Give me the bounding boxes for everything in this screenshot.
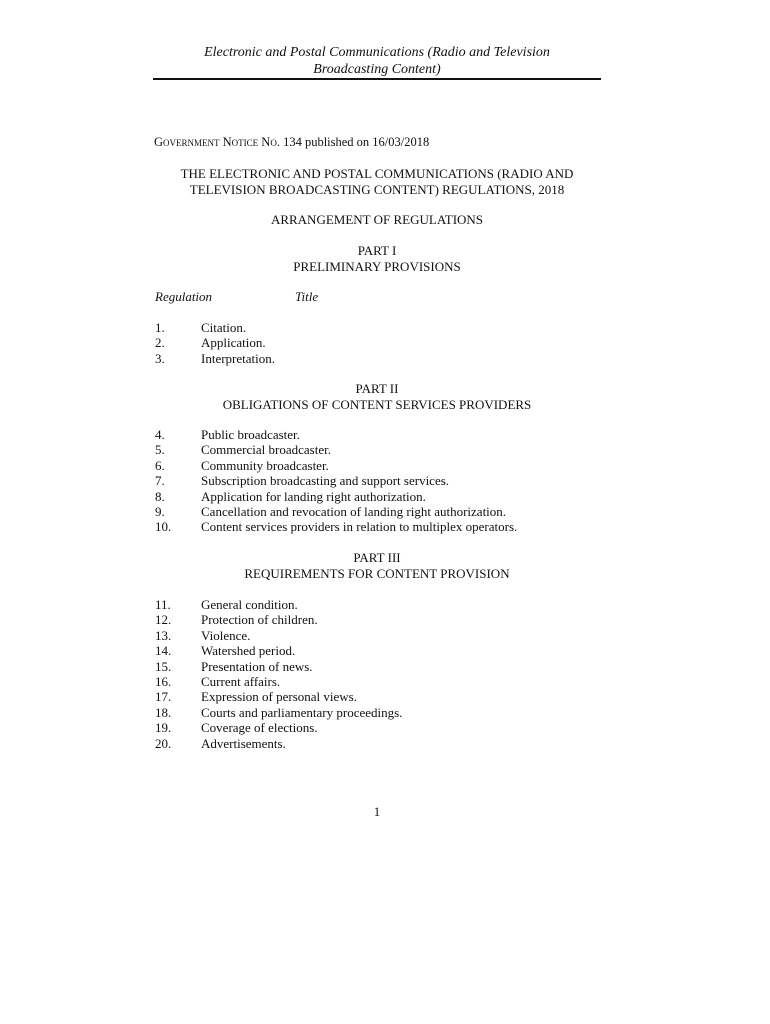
part-3-regulation-list: [155, 597, 595, 751]
arrangement-heading: ARRANGEMENT OF REGULATIONS: [270, 212, 484, 227]
running-header-line-2: Broadcasting Content): [313, 62, 441, 77]
document-title-line-2: TELEVISION BROADCASTING CONTENT) REGULATIONS, 2018: [189, 181, 565, 197]
regulation-title: Expression of personal views.: [201, 689, 357, 705]
regulation-number: 6.: [155, 457, 165, 473]
regulation-number: 10.: [155, 519, 172, 535]
part-2-label: PART II: [355, 381, 399, 396]
regulation-number: 3.: [155, 350, 165, 366]
regulation-entry: [155, 442, 595, 457]
part-2-heading-block: [153, 381, 601, 412]
regulation-entry: [155, 612, 595, 627]
regulation-title: Coverage of elections.: [201, 720, 318, 736]
regulation-number: 8.: [155, 488, 165, 504]
regulation-entry: [155, 519, 595, 534]
regulation-number: 1.: [155, 320, 165, 335]
regulation-title: Application for landing right authorization.: [201, 488, 426, 504]
regulation-entry: [155, 335, 595, 350]
regulation-entry: [155, 351, 595, 366]
document-title-line-1: THE ELECTRONIC AND POSTAL COMMUNICATIONS (RADIO AND: [180, 166, 574, 181]
regulation-number: 14.: [155, 643, 172, 659]
running-header-line-1: Electronic and Postal Communications (Radio and Television: [204, 45, 550, 60]
running-header: [153, 44, 601, 78]
regulation-entry: [155, 705, 595, 720]
regulation-number: 16.: [155, 674, 172, 690]
regulation-number: 15.: [155, 658, 172, 674]
regulation-title: Current affairs.: [201, 674, 281, 690]
regulation-title: Advertisements.: [201, 735, 286, 751]
regulation-entry: [155, 458, 595, 473]
regulation-entry: [155, 689, 595, 704]
page-number: 1: [373, 804, 381, 819]
regulation-title: Cancellation and revocation of landing right authorization.: [201, 504, 507, 520]
regulation-number: 5.: [155, 442, 165, 458]
regulation-entry: [155, 643, 595, 658]
regulation-entry: [155, 720, 595, 735]
part-1-heading: PRELIMINARY PROVISIONS: [293, 258, 461, 274]
regulation-title: General condition.: [201, 597, 298, 612]
regulation-entry: [155, 320, 595, 335]
regulation-number: 18.: [155, 704, 172, 720]
government-notice: [154, 135, 429, 150]
part-2-heading: OBLIGATIONS OF CONTENT SERVICES PROVIDERS: [222, 396, 532, 412]
regulation-entry: [155, 473, 595, 488]
header-rule: [153, 78, 601, 80]
government-notice-text: 134 published on 16/03/2018: [279, 135, 430, 149]
regulation-title: Citation.: [201, 320, 247, 335]
regulation-entry: [155, 489, 595, 504]
part-3-heading-block: [153, 550, 601, 581]
regulation-title: Protection of children.: [201, 612, 318, 628]
regulation-entry: [155, 659, 595, 674]
regulation-title: Courts and parliamentary proceedings.: [201, 704, 403, 720]
regulation-title: Application.: [201, 335, 266, 351]
regulation-number: 12.: [155, 612, 172, 628]
regulation-title: Commercial broadcaster.: [201, 442, 331, 458]
part-1-label: PART I: [357, 243, 397, 258]
document-title: [153, 166, 601, 197]
regulation-title: Subscription broadcasting and support services.: [201, 473, 450, 489]
regulation-title: Interpretation.: [201, 350, 275, 366]
regulation-title: Presentation of news.: [201, 658, 313, 674]
column-heading-regulation: Regulation: [155, 289, 213, 304]
regulation-number: 7.: [155, 473, 165, 489]
regulation-number: 9.: [155, 504, 165, 520]
part-3-label: PART III: [353, 550, 401, 565]
part-1-regulation-list: [155, 320, 595, 366]
regulation-title: Watershed period.: [201, 643, 296, 659]
regulation-title: Content services providers in relation to multiplex operators.: [201, 519, 518, 535]
regulation-number: 20.: [155, 735, 172, 751]
regulation-entry: [155, 597, 595, 612]
regulation-number: 17.: [155, 689, 172, 705]
part-2-regulation-list: [155, 427, 595, 535]
regulation-entry: [155, 427, 595, 442]
regulation-title: Community broadcaster.: [201, 457, 329, 473]
regulation-number: 11.: [155, 597, 171, 612]
regulation-number: 2.: [155, 335, 165, 351]
regulation-number: 13.: [155, 627, 172, 643]
part-3-heading: REQUIREMENTS FOR CONTENT PROVISION: [244, 565, 510, 581]
column-heading-title: Title: [295, 289, 319, 304]
regulation-entry: [155, 674, 595, 689]
regulation-entry: [155, 504, 595, 519]
part-1-heading-block: [153, 243, 601, 274]
government-notice-label: Government Notice No.: [154, 135, 280, 149]
regulation-title: Violence.: [201, 627, 251, 643]
regulation-number: 19.: [155, 720, 172, 736]
regulation-entry: [155, 736, 595, 751]
regulation-title: Public broadcaster.: [201, 427, 300, 442]
regulation-number: 4.: [155, 427, 165, 442]
regulation-entry: [155, 628, 595, 643]
